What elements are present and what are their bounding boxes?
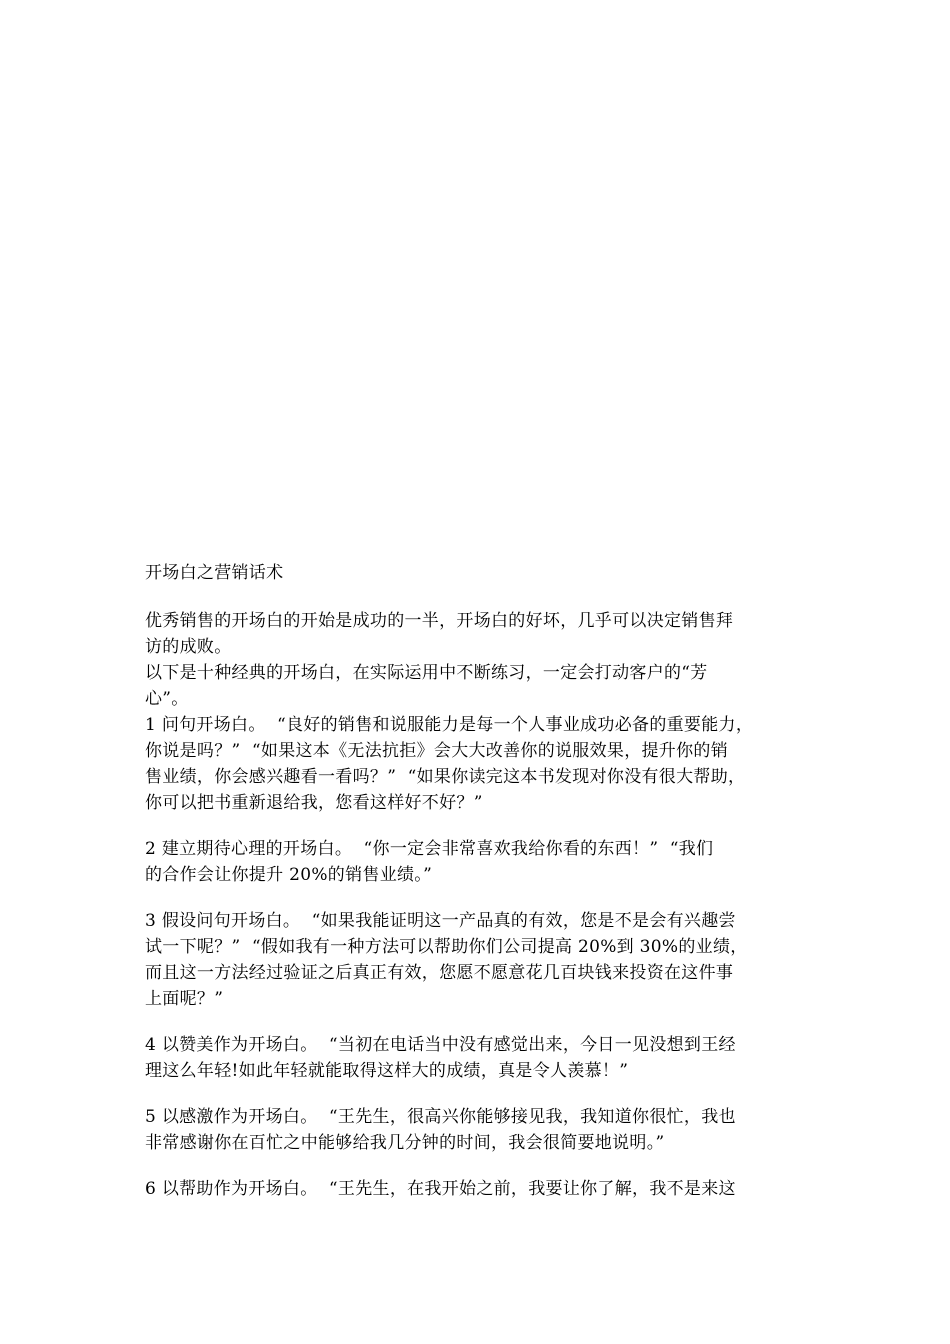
section-6 — [145, 1176, 825, 1202]
section-4 — [145, 1032, 825, 1084]
section-line: 4 以赞美作为开场白。 “当初在电话当中没有感觉出来，今日一见没想到王经 — [145, 1035, 736, 1055]
section-line: 非常感谢你在百忙之中能够给我几分钟的时间，我会很简要地说明。” — [145, 1133, 665, 1153]
spacer — [145, 1012, 825, 1032]
intro-paragraph — [145, 608, 825, 712]
section-line: 6 以帮助作为开场白。 “王先生，在我开始之前，我要让你了解，我不是来这 — [145, 1179, 736, 1199]
section-line: 5 以感激作为开场白。 “王先生，很高兴你能够接见我，我知道你很忙，我也 — [145, 1107, 736, 1127]
section-line: 试一下呢？” “假如我有一种方法可以帮助你们公司提高 20%到 30%的业绩， — [145, 937, 748, 957]
section-line: 售业绩，你会感兴趣看一看吗？” “如果你读完这本书发现对你没有很大帮助， — [145, 767, 746, 787]
section-line: 的合作会让你提升 20%的销售业绩。” — [145, 865, 433, 885]
section-line: 上面呢？” — [145, 989, 224, 1009]
spacer — [145, 586, 825, 608]
section-5 — [145, 1104, 825, 1156]
section-3 — [145, 908, 825, 1012]
section-line: 3 假设问句开场白。 “如果我能证明这一产品真的有效，您是不是会有兴趣尝 — [145, 911, 736, 931]
section-1 — [145, 712, 825, 816]
spacer — [145, 888, 825, 908]
intro-line: 以下是十种经典的开场白，在实际运用中不断练习，一定会打动客户的“芳 — [145, 663, 708, 683]
spacer — [145, 816, 825, 836]
intro-line: 访的成败。 — [145, 637, 232, 657]
intro-line: 心”。 — [145, 689, 189, 709]
section-line: 2 建立期待心理的开场白。 “你一定会非常喜欢我给你看的东西！” “我们 — [145, 839, 714, 859]
document-body — [145, 560, 825, 1202]
document-title: 开场白之营销话术 — [145, 563, 284, 583]
section-line: 1 问句开场白。 “良好的销售和说服能力是每一个人事业成功必备的重要能力， — [145, 715, 754, 735]
section-line: 你说是吗？” “如果这本《无法抗拒》会大大改善你的说服效果，提升你的销 — [145, 741, 728, 761]
spacer — [145, 1084, 825, 1104]
section-2 — [145, 836, 825, 888]
spacer — [145, 1156, 825, 1176]
section-line: 你可以把书重新退给我，您看这样好不好？” — [145, 793, 483, 813]
section-line: 而且这一方法经过验证之后真正有效，您愿不愿意花几百块钱来投资在这件事 — [145, 963, 734, 983]
intro-line: 优秀销售的开场白的开始是成功的一半，开场白的好坏，几乎可以决定销售拜 — [145, 611, 734, 631]
section-line: 理这么年轻!如此年轻就能取得这样大的成绩，真是令人羡慕！” — [145, 1061, 629, 1081]
